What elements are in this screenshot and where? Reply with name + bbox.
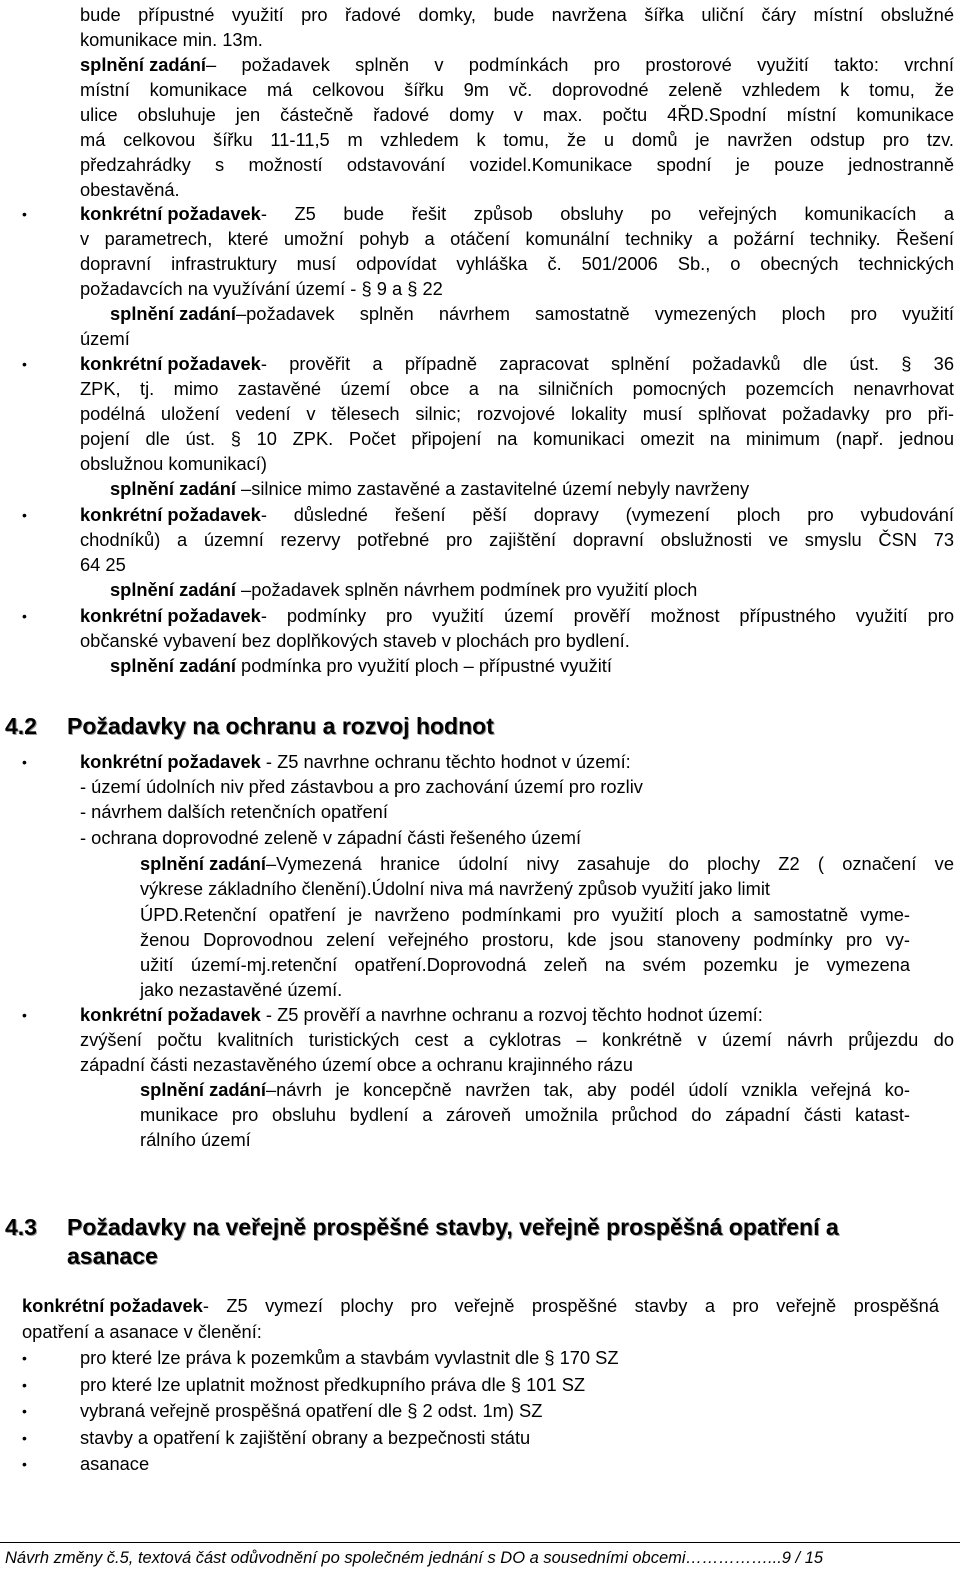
text-line: požadavcích na využívání území - § 9 a § 22 [80,278,443,299]
text-line: obslužnou komunikací) [80,453,267,474]
text-line: - návrhem dalších retenčních opatření [80,801,388,822]
text-line: ÚPD.Retenční opatření je navrženo podmínkami pro využití ploch a samostatně vyme- [140,904,910,925]
text-line: - ochrana doprovodné zeleně v západní části řešeného území [80,827,582,848]
text-line: splnění zadání podmínka pro využití ploch – přípustné využití [110,655,612,676]
text-line: pojení dle úst. § 10 ZPK. Počet připojení na komunikaci omezit na minimum (např. jednou [80,428,954,449]
text-line: ZPK, tj. mimo zastavěné území obce a na silničních pomocných pozemcích nenavrhovat [80,378,954,399]
text-line: konkrétní požadavek - prověřit a případně zapracovat splnění požadavků dle úst. § 36 [80,353,954,374]
text-line: obestavěná. [80,179,180,200]
page-footer: Návrh změny č.5, textová část odůvodnění po společném jednání s DO a sousedními obcemi……………...9 / 15 [5,1549,824,1567]
text-line: rálního území [140,1129,251,1150]
text-line: splnění zadání –návrh je koncepčně navržen tak, aby podél údolí vznikla veřejná ko- [140,1079,910,1100]
bullet-icon: • [22,206,27,222]
text-line: jako nezastavěné území. [140,979,343,1000]
text-line: konkrétní požadavek - Z5 vymezí plochy pro veřejně prospěšné stavby a pro veřejně prospěšná [22,1295,939,1316]
list-item: pro které lze uplatnit možnost předkupního práva dle § 101 SZ [80,1374,586,1395]
text-line: občanské vybavení bez doplňkových staveb v plochách pro bydlení. [80,630,630,651]
text-line: místní komunikace má celkovou šířku 9m vč. doprovodné zeleně vzhledem k tomu, že [80,79,954,100]
bullet-icon: • [22,1007,27,1023]
text-line: konkrétní požadavek - podmínky pro využití území prověří možnost přípustného využití pro [80,605,954,626]
bullet-icon: • [22,1377,27,1393]
fulfilment-label: splnění zadání [80,54,206,75]
bullet-icon: • [22,608,27,624]
text-line: v parametrech, které umožní pohyb a otáčení komunální techniky a požární techniky. Řešení [80,228,954,249]
text-line: - území údolních niv před zástavbou a pro zachování území pro rozliv [80,776,643,797]
text-line: splnění zadání –Vymezená hranice údolní nivy zasahuje do plochy Z2 ( označení ve [140,853,954,874]
text-line: ulice obsluhuje jen částečně řadové domy v max. počtu 4ŘD.Spodní místní komunikace [80,104,954,125]
text-line: západní části nezastavěného území obce a ochranu krajinného rázu [80,1054,633,1075]
bullet-icon: • [22,1350,27,1366]
bullet-icon: • [22,507,27,523]
section-heading: 4.2 Požadavky na ochranu a rozvoj hodnot [5,713,494,739]
text-line: dopravní infrastruktury musí odpovídat vyhláška č. 501/2006 Sb., o obecných technických [80,253,954,274]
bullet-icon: • [22,1430,27,1446]
bullet-icon: • [22,1456,27,1472]
text-line: území [80,328,130,349]
bullet-icon: • [22,1403,27,1419]
text-line: ženou Doprovodnou zelení veřejného prostoru, kde jsou stanoveny podmínky pro vy- [140,929,910,950]
text-line: splnění zadání –požadavek splněn návrhem samostatně vymezených ploch pro využití [110,303,954,324]
text-line: konkrétní požadavek - důsledné řešení pěší dopravy (vymezení ploch pro vybudování [80,504,954,525]
list-item: vybraná veřejně prospěšná opatření dle § 2 odst. 1m) SZ [80,1400,543,1421]
text-line: předzahrádky s možností odstavování vozidel.Komunikace spodní je pouze jednostranně [80,154,954,175]
text-line: podélná uložení vedení v tělesech silnic; rozvojové lokality musí splňovat požadavky pro při- [80,403,954,424]
text-line: užití území-mj.retenční opatření.Doprovodná zeleň na svém pozemku je vymezena [140,954,910,975]
text-line: konkrétní požadavek - Z5 prověří a navrhne ochranu a rozvoj těchto hodnot území: [80,1004,763,1025]
bullet-icon: • [22,754,27,770]
text-line: splnění zadání –silnice mimo zastavěné a zastavitelné území nebyly navrženy [110,478,750,499]
list-item: pro které lze práva k pozemkům a stavbám vyvlastnit dle § 170 SZ [80,1347,619,1368]
text-line: komunikace min. 13m. [80,29,263,50]
text-line: opatření a asanace v členění: [22,1321,262,1342]
text-line: výkrese základního členění).Údolní niva má navržený způsob využití jako limit [140,878,770,899]
text-line: splnění zadání –požadavek splněn návrhem podmínek pro využití ploch [110,579,698,600]
text-line: konkrétní požadavek - Z5 bude řešit způsob obsluhy po veřejných komunikacích a [80,203,954,224]
text-line: chodníků) a územní rezervy potřebné pro zajištění dopravní obslužnosti ve smyslu ČSN 73 [80,529,954,550]
section-heading-continued: asanace [67,1243,158,1269]
text-line: 64 25 [80,554,126,575]
text-line: má celkovou šířku 11-11,5 m vzhledem k tomu, že u domů je navržen odstup pro tzv. [80,129,954,150]
text-line: bude přípustné využití pro řadové domky, bude navržena šířka uliční čáry místní obslužné [80,4,954,25]
bullet-icon: • [22,356,27,372]
list-item: asanace [80,1453,150,1474]
list-item: stavby a opatření k zajištění obrany a bezpečnosti státu [80,1427,531,1448]
text-line: munikace pro obsluhu bydlení a zároveň umožnila průchod do západní části katast- [140,1104,910,1125]
text-line: splnění zadání – požadavek splněn v podmínkách pro prostorové využití takto: vrchní [80,54,954,75]
text-line: konkrétní požadavek - Z5 navrhne ochranu těchto hodnot v území: [80,751,631,772]
section-heading: 4.3 Požadavky na veřejně prospěšné stavby, veřejně prospěšná opatření a [5,1214,839,1240]
text-line: zvýšení počtu kvalitních turistických cest a cyklotras – konkrétně v území návrh průjezdu do [80,1029,954,1050]
footer-divider [0,1542,960,1543]
